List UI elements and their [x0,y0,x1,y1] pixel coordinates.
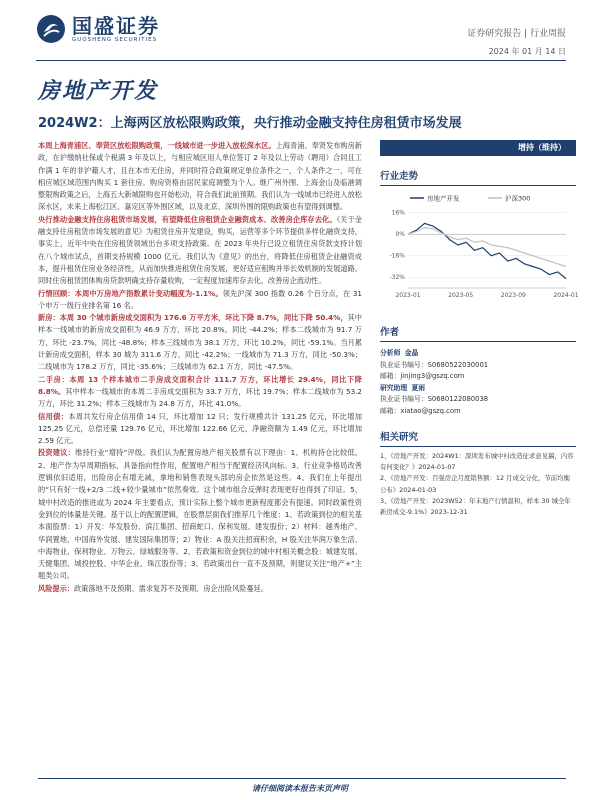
para-market-text: 领先沪深 300 指数 0.26 个百分点，在 31 个申万一级行业排名第 16 名。 [38,288,362,310]
para-second-hand-text: 其中样本一线城市的本周二手房成交面积为 33.7 万方，环比 19.7%；样本二线城市为 53.2 万方，环比 31.2%；样本三线城市为 24.8 万方，环比 41.0%。 [38,386,363,409]
authors-heading: 作者 [380,324,576,342]
related-heading: 相关研究 [380,429,576,447]
y-tick-label: 0% [395,231,405,239]
assistant-name: 夏雨 [411,383,426,392]
main-body [38,140,362,595]
para-credit-bond [38,411,362,448]
related-item[interactable]: 2、《房地产开发：百强房企月度销售额：12 月成交分化，节前均衡公布》2024-01-03 [380,474,570,494]
para-rental-text: 《关于金融支持住房租赁市场发展的意见》为租赁住房开发建设，购买，运营等多个环节提供多样化融资支持，事实上，近年中央在住房租赁领域出台多项支持政策。在 2023 年央行已设立租赁住房贷款支持计划在八个城市试点，首期支持规模 1000 亿元。我们认为《意见》的出台，将降低住房租赁企业融资成本，提升租赁住房业务经济性，从而加快推进租赁住房发展，更好适应租购并举长效机制的发展道路。同时住房租赁团体购房贷款明确支持存量收购，一定程度加速库存去化，改善房企流动性。 [38,214,362,286]
footer-note: 请仔细阅读本报告末页声明 [252,784,348,793]
para-new-homes-text: 其中样本一线城市的新房成交面积为 46.9 万方，环比 20.8%，同比 -44.2%；样本二线城市为 91.7 万方，环比 -23.7%，同比 -48.8%；样本三线城市为 38.1 万方，环比 10.2%，同比 -59.1%。当月累计新房成交面积，样本 30 城为 311.6 万方，同比 -42.2%；一线城市为 71.3 万方，同比 -50.3%；二线城市为 178.2 万方，同比 -35.6%；三线城市为 62.1 万方，同比 -47.5%。 [38,313,362,372]
analyst-label: 分析师 [380,349,401,357]
company-logo [36,14,160,44]
logo-en: GUOSHENG SECURITIES [72,37,158,43]
report-title: 2024W2：上海两区放松限购政策，央行推动金融支持住房租赁市场发展 [38,116,462,131]
report-header [0,0,600,62]
trend-heading: 行业走势 [380,168,576,186]
report-date: 2024 年 01 月 14 日 [488,47,566,56]
x-tick-label: 2024-01 [553,292,579,299]
analyst-cert: 执业证书编号：S0680522030001 [380,360,489,369]
para-policy-highlight: 本周上海青浦区、奉贤区放松限购政策，一线城市进一步进入放松深水区。 [38,141,276,150]
sector-title: 房地产开发 [38,78,159,104]
para-rental [38,214,362,288]
para-risk-highlight: 风险提示： [38,583,74,593]
analyst-mail[interactable]: 邮箱：jinjing3@gszq.com [380,372,465,380]
authors-block [380,348,576,417]
para-market [38,288,362,313]
x-tick-label: 2023-09 [500,292,526,299]
legend-label-csi300: 沪深300 [505,194,531,203]
sidebar [380,140,579,518]
para-new-homes [38,312,362,373]
related-item[interactable]: 1、《房地产开发：2024W1：深圳发布城中村改造征求意见稿，内容有何变化？》2024-01-07 [380,452,574,472]
para-investment-text: 维持行业“增持”评级。我们认为配置房地产相关股票有以下理由：1、机构持仓比较低。2、地产作为早周期指标，具备指向性作用，配置地产相当于配置经济风向标。3、行业竞争格局改善逻辑依旧适用，出险房企有增无减，拿地和销售表现头部的房企依然是这些。4、我们在上年提出的“只有好一线+2/3 二线+较少量城市”依然奏效。这个城市组合反弹时表现更好也得到了印证。5、城中村改造的推进或为 2024 年主要看点，预计实际上整个城市更新程度都会有提速。同时政策性资金到位的体量是关键。基于以上的配置逻辑，在股票层面我们推荐几个维度：1、若政策到位的相关基本面股票：1）开发：华发股份、滨江集团、招商蛇口、保利发展、建发股份；2）材料：越秀地产、华润置地、中国海外发展、建发国际集团等；2）物业：A 股关注招商积余，H 股关注华润万象生活、中海物业、保利物业、万物云、绿城服务等。2、若政策和资金到位的城中村相关概念股：城建发展、天健集团、城投控股、中华企业、珠江股份等；3、若政策出台一直不及预期，则建议关注“地产+”主题类公司。 [38,448,362,581]
related-item[interactable]: 3、《房地产开发：2023W52：年末地产行情温和，样本 30 城全年新房成交-9.1%》2023-12-31 [380,496,571,517]
para-policy-text: 上海青浦、奉贤发布购房新政，在沪缴纳社保或个税满 3 年及以上，与相应城区用人单位签订 2 年及以上劳动（聘用）合同且工作满 1 年的非沪籍人才，且在本市无住房，并同时符合政策规定单位条件之一，个人条件之一，可在相应城区域范围内购买 1 套住房。购房资格由居民家庭调整为个人。继广州外围、上海金山及临港调整限购政策之后，上海五大新城限购也开始松动，符合我们此前预期。我们认为一线城市已经进入放松深水区，未来上海松江区、嘉定区等外围区域，以及北京、深圳外围的限购政策也有望得到调整。 [38,141,362,212]
para-investment-highlight: 投资建议： [38,448,76,458]
y-tick-label: -32% [389,274,405,282]
para-market-highlight: 行情回顾：本周中万房地产指数累计变动幅度为-1.1%。 [38,288,223,298]
report-type: 证券研究报告 | 行业周报 [467,29,566,39]
assistant-cert: 执业证书编号：S0680122080038 [380,395,489,403]
logo-cn: 国盛证券 [72,14,160,38]
para-credit-bond-text: 本周共发行房企信用债 14 只，环比增加 12 只；发行规模共计 131.25 亿元，环比增加 125.25 亿元，总偿还量 129.76 亿元，环比增加 122.66 亿元，净融资额为 1.49 亿元，环比增加 2.59 亿元。 [38,411,362,446]
y-tick-label: -16% [389,252,405,260]
related-list [380,451,576,518]
series-line-real-estate [408,223,566,278]
para-second-hand-highlight: 二手房：本周 13 个样本城市二手房成交面积合计 111.7 万方，环比增长 29.4%，同比下降 8.8%。 [38,374,362,396]
y-tick-label: 16% [391,209,405,217]
rating-badge: 增持（维持） [380,140,576,156]
para-new-homes-highlight: 新房：本周 30 个城市新房成交面积为 176.6 万平方米，环比下降 8.7%，同比下降 50.4%， [38,313,348,323]
x-tick-label: 2023-05 [448,292,474,299]
para-investment [38,447,362,582]
legend-label-real-estate: 房地产开发 [427,194,460,203]
para-policy [38,140,362,214]
logo-mark-icon [36,14,66,44]
para-risk [38,583,362,595]
para-rental-highlight: 央行推动金融支持住房租赁市场发展，有望降低住房租赁企业融资成本、改善房企库存去化。 [38,214,337,224]
para-credit-bond-highlight: 信用债： [38,411,69,421]
assistant-label: 研究助理 [380,383,408,392]
series-line-csi300 [408,228,566,267]
para-risk-text: 政策落地不及预期、需求复苏不及预期、房企出险风险蔓延。 [73,583,269,593]
assistant-mail[interactable]: 邮箱：xiatao@gszq.com [380,406,461,415]
analyst-name: 金晶 [404,349,419,357]
trend-chart [380,190,579,308]
x-tick-label: 2023-01 [395,292,421,299]
header-rule [36,60,566,61]
para-second-hand [38,374,362,411]
footer-rule [38,778,566,779]
